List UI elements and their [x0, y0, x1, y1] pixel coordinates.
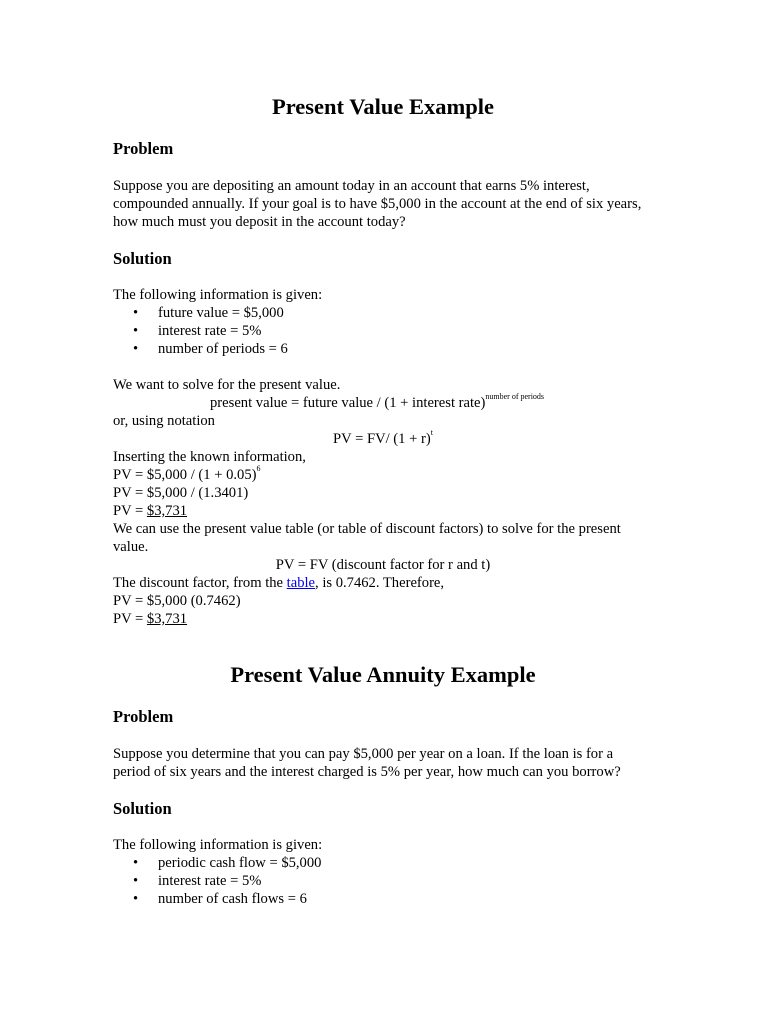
formula-notation-text: PV = FV/ (1 + r)	[333, 431, 431, 447]
annuity-problem-text: Suppose you determine that you can pay $5,000 per year on a loan. If the loan is for a period of six years and the interest charged is 5% per year, how much can you borrow?	[113, 746, 621, 780]
calc-line-3-prefix: PV =	[113, 503, 147, 519]
calc-result-2: $3,731	[146, 611, 188, 627]
problem-paragraph	[113, 177, 653, 231]
section-title-annuity: Present Value Annuity Example	[230, 662, 536, 687]
calc-result-1: $3,731	[146, 503, 188, 519]
want-line: We want to solve for the present value.	[113, 377, 341, 393]
solution-body	[113, 286, 653, 358]
calc-line-5-prefix: PV =	[113, 611, 147, 627]
formula-table: PV = FV (discount factor for r and t)	[275, 557, 491, 573]
formula-words	[113, 394, 653, 412]
notation-line: or, using notation	[113, 413, 215, 429]
formula-words-exponent: number of periods	[485, 392, 545, 402]
calc-line-2: PV = $5,000 / (1.3401)	[113, 485, 249, 501]
calc-line-1-text: PV = $5,000 / (1 + 0.05)	[113, 467, 257, 483]
formula-notation	[113, 430, 653, 448]
annuity-given-intro: The following information is given:	[113, 837, 323, 853]
discount-suffix: , is 0.7462. Therefore,	[315, 575, 445, 591]
annuity-given-list	[113, 854, 653, 908]
calc-line-3	[113, 502, 653, 520]
inserting-line: Inserting the known information,	[113, 449, 306, 465]
calc-line-1	[113, 466, 653, 484]
table-method-text: We can use the present value table (or table of discount factors) to solve for the present value.	[113, 521, 621, 555]
discount-factor-line	[113, 574, 653, 592]
list-item: • interest rate = 5%	[113, 322, 653, 340]
list-item: • number of cash flows = 6	[113, 890, 653, 908]
list-item: • future value = $5,000	[113, 304, 653, 322]
calc-line-4: PV = $5,000 (0.7462)	[113, 593, 241, 609]
annuity-problem-paragraph	[113, 745, 653, 781]
annuity-solution-heading: Solution	[113, 799, 172, 818]
formula-words-text: present value = future value / (1 + interest rate)	[210, 395, 486, 411]
section-title-present-value: Present Value Example	[271, 94, 495, 119]
table-link[interactable]: table	[286, 575, 316, 591]
given-list	[113, 304, 653, 358]
solution-heading: Solution	[113, 249, 172, 268]
problem-text: Suppose you are depositing an amount today in an account that earns 5% interest, compounded annually. If your goal is to have $5,000 in the account at the end of six years, how much must you deposit in the account today?	[113, 178, 642, 230]
problem-heading: Problem	[113, 139, 174, 158]
annuity-solution-body	[113, 836, 653, 908]
derivation	[113, 376, 653, 628]
list-item: • periodic cash flow = $5,000	[113, 854, 653, 872]
list-item: • interest rate = 5%	[113, 872, 653, 890]
discount-prefix: The discount factor, from the	[113, 575, 287, 591]
given-intro: The following information is given:	[113, 287, 323, 303]
formula-notation-exponent: t	[430, 428, 433, 438]
annuity-problem-heading: Problem	[113, 707, 174, 726]
list-item: • number of periods = 6	[113, 340, 653, 358]
calc-line-1-exponent: 6	[256, 464, 261, 474]
calc-line-5	[113, 610, 653, 628]
